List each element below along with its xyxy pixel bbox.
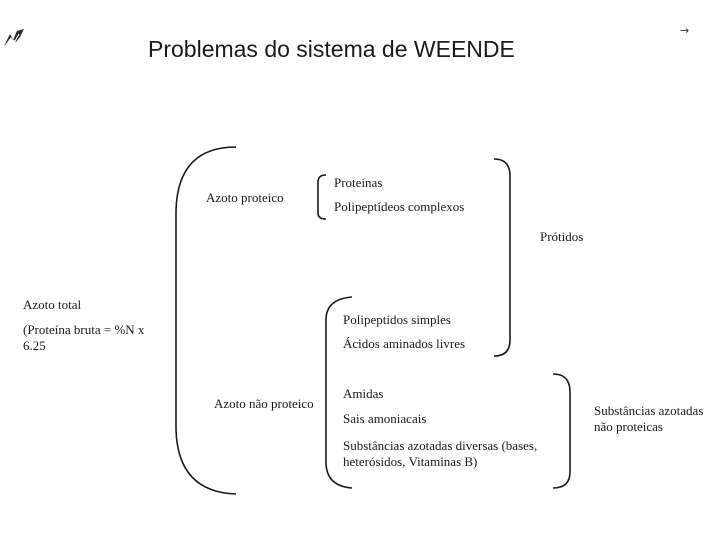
root-note-line2: 6.25 [23,338,46,353]
protid-group-item: Polipeptídos simples [343,312,451,327]
protein-label: Azoto proteico [206,190,284,205]
substances-right-brace [553,374,570,488]
nonprotein-label: Azoto não proteico [214,396,314,411]
diverse-line1: Substâncias azotadas diversas (bases, [343,438,538,453]
diverse-line2: heterósidos, Vitaminas B) [343,454,478,469]
protein-item: Proteínas [334,175,383,190]
root-note-line1: (Proteína bruta = %N x [23,322,145,337]
nonprotein-item: Sais amoniacais [343,411,427,426]
protid-group-item: Ácidos aminados livres [343,336,466,351]
protein-bracket [318,175,326,219]
corner-mark: → [680,24,690,37]
protid-right-brace [494,159,510,356]
slide-title: Problemas do sistema de WEENDE [148,36,515,62]
nonprotein-subst-line1: Substâncias azotadas [594,403,704,418]
root-label: Azoto total [23,297,82,312]
nonprotein-item: Amidas [343,386,384,401]
protein-item: Polipeptídeos complexos [334,199,465,214]
nonprotein-subst-line2: não proteicas [594,419,663,434]
protid-label: Prótidos [540,229,584,244]
